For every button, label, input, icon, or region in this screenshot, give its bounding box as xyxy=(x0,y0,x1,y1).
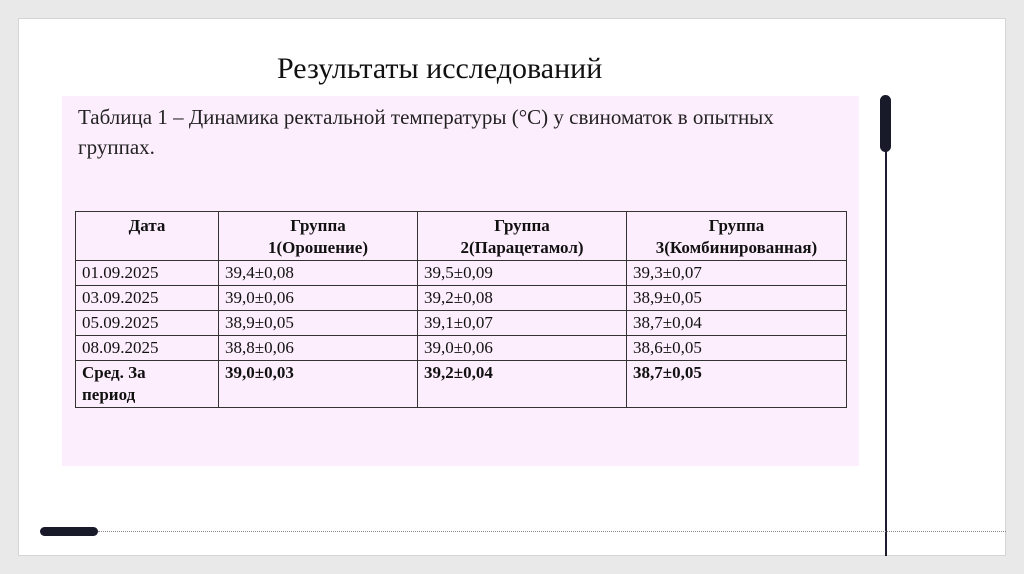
cell-group-2: 39,2±0,08 xyxy=(418,286,627,311)
cell-date: 08.09.2025 xyxy=(76,336,219,361)
summary-group-2: 39,2±0,04 xyxy=(418,361,627,408)
decorative-vertical-line xyxy=(885,120,887,556)
header-group-1 xyxy=(219,212,418,261)
header-group-3-line2: 3(Комбинированная) xyxy=(655,238,818,257)
temperature-table xyxy=(75,211,847,408)
header-group-1-line2: 1(Орошение) xyxy=(267,238,369,257)
cell-group-2: 39,5±0,09 xyxy=(418,261,627,286)
summary-label xyxy=(76,361,219,408)
cell-group-1: 38,9±0,05 xyxy=(219,311,418,336)
table-row xyxy=(76,286,847,311)
decorative-dotted-line xyxy=(98,531,1006,532)
decorative-vertical-bar xyxy=(880,95,891,152)
summary-group-1: 39,0±0,03 xyxy=(219,361,418,408)
table-row xyxy=(76,336,847,361)
summary-label-line2: период xyxy=(82,385,136,404)
cell-date: 01.09.2025 xyxy=(76,261,219,286)
cell-group-3: 39,3±0,07 xyxy=(627,261,847,286)
table-header-row xyxy=(76,212,847,261)
header-group-2 xyxy=(418,212,627,261)
header-date-label: Дата xyxy=(128,216,166,235)
cell-group-2: 39,0±0,06 xyxy=(418,336,627,361)
slide-title: Результаты исследований xyxy=(277,52,603,85)
decorative-horizontal-bar xyxy=(40,527,98,536)
cell-group-1: 38,8±0,06 xyxy=(219,336,418,361)
cell-group-2: 39,1±0,07 xyxy=(418,311,627,336)
cell-group-3: 38,7±0,04 xyxy=(627,311,847,336)
cell-group-1: 39,0±0,06 xyxy=(219,286,418,311)
header-date xyxy=(76,212,219,261)
header-group-3-line1: Группа xyxy=(708,216,765,235)
header-group-2-line2: 2(Парацетамол) xyxy=(460,238,584,257)
table-row xyxy=(76,261,847,286)
cell-date: 05.09.2025 xyxy=(76,311,219,336)
header-group-2-line1: Группа xyxy=(494,216,550,235)
summary-group-3: 38,7±0,05 xyxy=(627,361,847,408)
summary-label-line1: Сред. За xyxy=(82,363,146,382)
table-caption: Таблица 1 – Динамика ректальной температуры (°С) у свиноматок в опытных группах. xyxy=(78,105,774,159)
summary-row xyxy=(76,361,847,408)
cell-group-1: 39,4±0,08 xyxy=(219,261,418,286)
header-group-1-line1: Группа xyxy=(290,216,346,235)
table-row xyxy=(76,311,847,336)
cell-group-3: 38,6±0,05 xyxy=(627,336,847,361)
cell-date: 03.09.2025 xyxy=(76,286,219,311)
header-group-3 xyxy=(627,212,847,261)
cell-group-3: 38,9±0,05 xyxy=(627,286,847,311)
